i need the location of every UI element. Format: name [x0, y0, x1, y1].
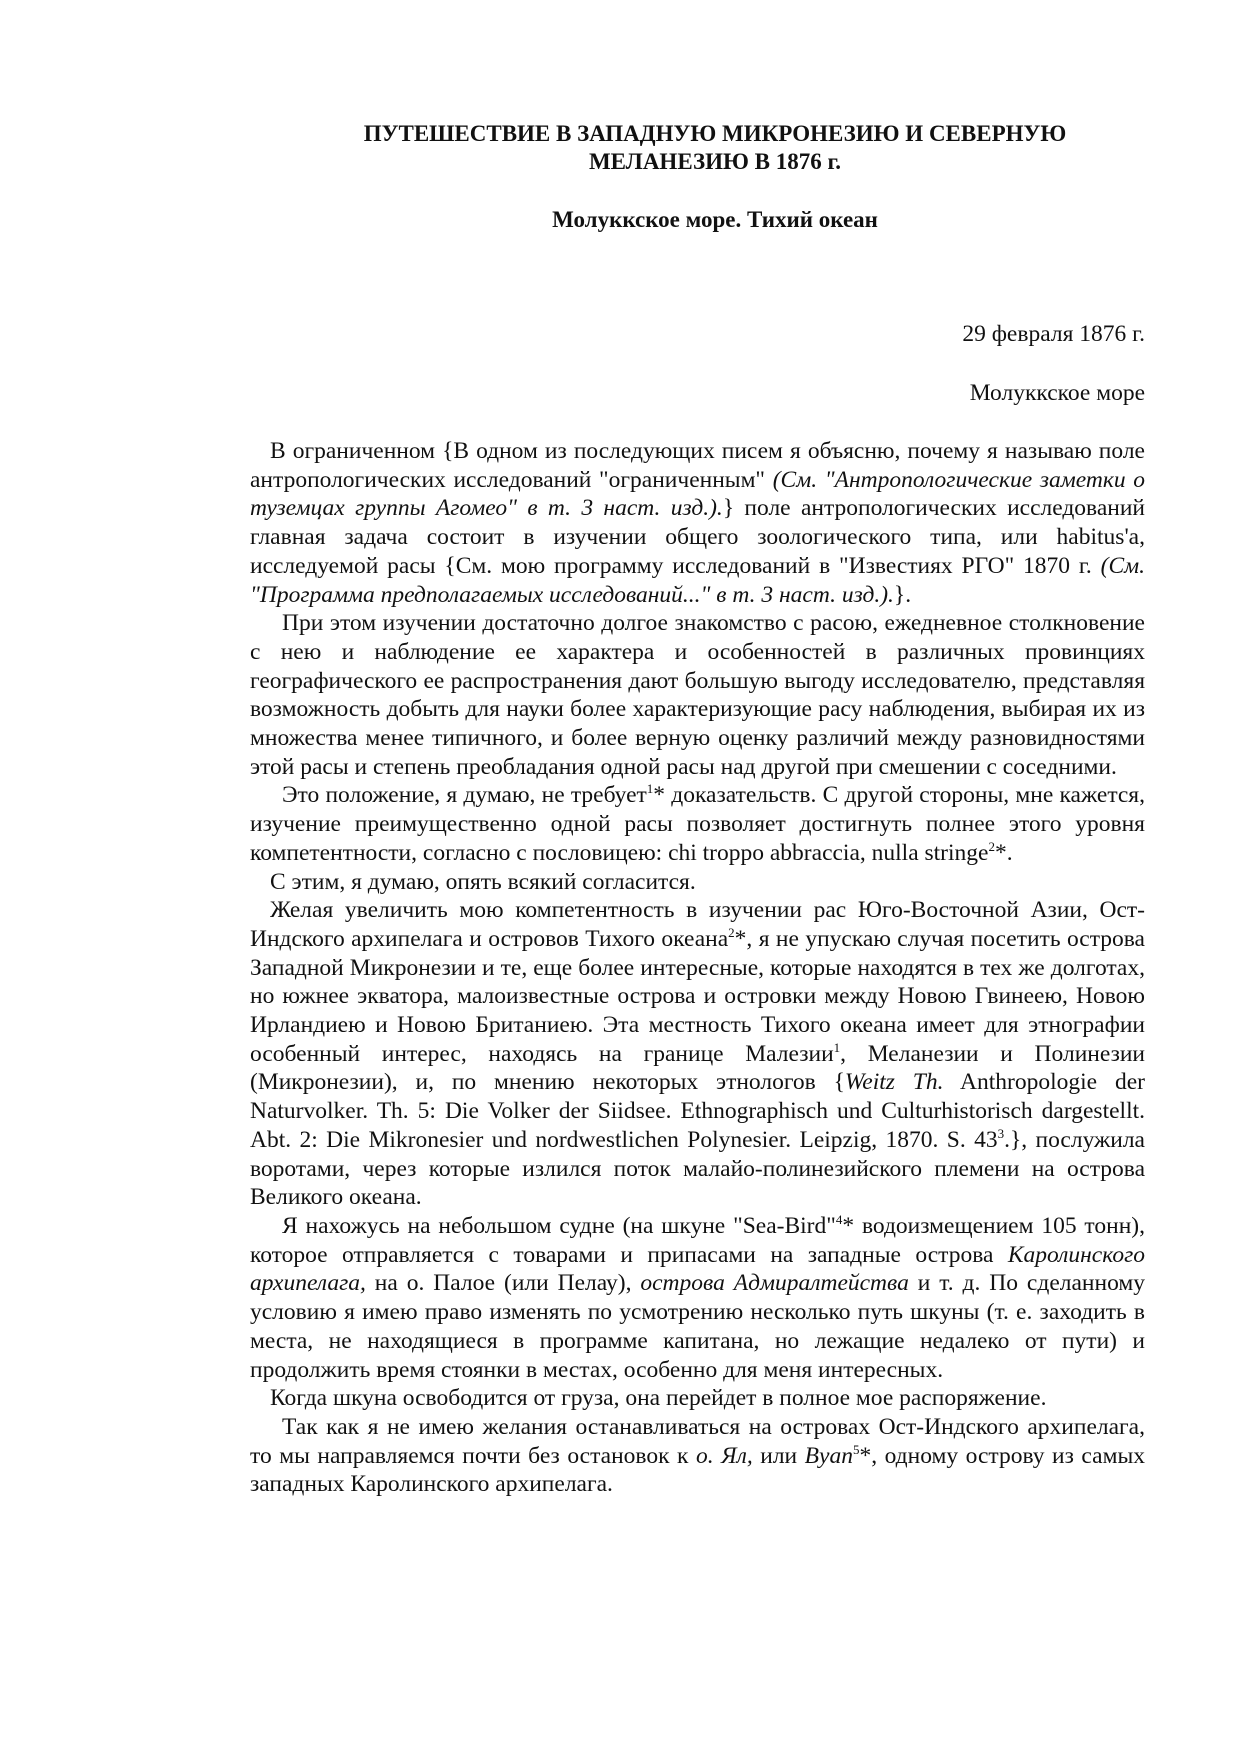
- paragraph-1-text-a: В ограниченном {В одном из последующих писем я объясню, почему я называю поле антропологических исследований "ограниченным": [250, 438, 1145, 493]
- paragraph-8-text-b: или: [752, 1442, 805, 1469]
- paragraph-5-text-c: , Меланезии и Полинезии (Микронезии), и, по мнению некоторых этнологов {: [250, 1040, 1146, 1096]
- paragraph-3-text-a: Это положение, я думаю, не требует: [282, 782, 647, 809]
- paragraph-5-text-b: *, я не упускаю случая посетить острова Западной Микронезии и те, еще более интересные, которые находятся в тех же долготах, но южнее экватора, малоизвестные острова и островки между Новою Гвинеею, Новою Ирландиею и Новою Британиею. Эта местность Тихого океана имеет для этнографии особенный интерес, находясь на границе Малезии: [250, 925, 1145, 1067]
- paragraph-6-italic-b: острова Адмиралтейства: [640, 1270, 909, 1297]
- entry-date: 29 февраля 1876 г.: [962, 321, 1145, 347]
- footnote-ref: 2: [988, 838, 995, 854]
- footnote-ref: 3: [997, 1125, 1005, 1141]
- paragraph-1-text-c: }.: [893, 581, 912, 608]
- footnote-ref: 4: [835, 1211, 843, 1227]
- paragraph-1-text-b: } поле антропологических исследований главная задача состоит в изучении общего зоологического типа, или habitus'a, исследуемой расы {См. мою программу исследований в "Известиях РГО" 1870 г.: [250, 495, 1145, 579]
- paragraph-8-italic-a: о. Ял,: [696, 1442, 753, 1469]
- entry-place: Молуккское море: [969, 380, 1145, 406]
- paragraph-6-text-d: и т. д. По сделанному условию я имею право изменять по усмотрению несколько путь шкуны (т. е. заходить в места, не находящиеся в программе капитана, но лежащие недалеко от пути) и продолжить время стоянки в местах, особенно для меня интересных.: [250, 1270, 1145, 1383]
- document-title: [250, 120, 1180, 176]
- paragraph-5: [250, 896, 1145, 1212]
- footnote-ref: 2: [728, 924, 735, 940]
- paragraph-5-text-a: Желая увеличить мою компетентность в изучении рас Юго-Восточной Азии, Ост-Индского архипелага и островов Тихого океана: [250, 897, 1145, 952]
- paragraph-3-text-b: * доказательств. С другой стороны, мне кажется, изучение преимущественно одной расы позволяет достигнуть полнее этого уровня компетентности, согласно с пословицею: chi troppo abbraccia, nulla stringe: [250, 782, 1145, 866]
- paragraph-5-italic-a: Weitz Th.: [844, 1069, 944, 1096]
- paragraph-2: При этом изучении достаточно долгое знакомство с расою, ежедневное столкновение с нею и наблюдение ее характера и особенностей в различных провинциях географического ее распространения дают большую выгоду исследователю, представляя возможность добыть для науки более характеризующие расу наблюдения, выбирая их из множества менее типичного, и более верную оценку различий между разновидностями этой расы и степень преобладания одной расы над другой при смешении с соседними.: [250, 610, 1145, 780]
- title-line-2: МЕЛАНЕЗИЮ В 1876 г.: [588, 149, 842, 174]
- footnote-ref: 5: [852, 1441, 860, 1457]
- paragraph-8-text-a: Так как я не имею желания останавливаться на островах Ост-Индского архипелага, то мы направляемся почти без остановок к: [250, 1413, 1145, 1469]
- paragraph-1: [250, 437, 1145, 609]
- paragraph-6: [250, 1212, 1145, 1384]
- paragraph-3-text-c: *.: [994, 839, 1013, 866]
- paragraph-4: С этим, я думаю, опять всякий согласится.: [270, 868, 696, 895]
- footnote-ref: 1: [646, 781, 654, 797]
- paragraph-6-italic-a: Каролинского архипелага,: [250, 1241, 1145, 1297]
- document-subtitle: Молуккское море. Тихий океан: [552, 207, 878, 232]
- paragraph-6-text-c: на о. Палое (или Пелау),: [365, 1270, 641, 1297]
- paragraph-3: [250, 781, 1145, 867]
- paragraph-5-text-d: Anthropologie der Naturvolker. Th. 5: Die Volker der Siidsee. Ethnographisch und Culturhistorisch dargestellt. Abt. 2: Die Mikronesier und nordwestlichen Polynesier. Leipzig, 1870. S. 43: [250, 1069, 1145, 1153]
- paragraph-6-text-a: Я нахожусь на небольшом судне (на шкуне "Sea-Bird": [282, 1212, 836, 1239]
- title-line-1: ПУТЕШЕСТВИЕ В ЗАПАДНУЮ МИКРОНЕЗИЮ И СЕВЕРНУЮ: [363, 121, 1067, 146]
- paragraph-1-italic-b: (См. "Программа предполагаемых исследований..." в т. 3 наст. изд.).: [250, 552, 1145, 608]
- paragraph-8-italic-b: Byan: [804, 1442, 853, 1469]
- paragraph-6-text-b: * водоизмещением 105 тонн), которое отправляется с товарами и припасами на западные острова: [250, 1212, 1145, 1268]
- paragraph-8-text-c: *, одному острову из самых западных Каролинского архипелага.: [250, 1442, 1145, 1498]
- paragraph-8: [250, 1413, 1145, 1499]
- paragraph-1-italic-a: (См. "Антропологические заметки о туземцах группы Агомео" в т. 3 наст. изд.).: [250, 466, 1145, 522]
- footnote-ref: 1: [833, 1039, 841, 1055]
- paragraph-7: Когда шкуна освободится от груза, она перейдет в полное мое распоряжение.: [270, 1385, 1047, 1412]
- document-body: [250, 437, 1145, 1499]
- paragraph-5-text-e: .}, послужила воротами, через которые излился поток малайо-полинезийского племени на острова Великого океана.: [250, 1126, 1145, 1211]
